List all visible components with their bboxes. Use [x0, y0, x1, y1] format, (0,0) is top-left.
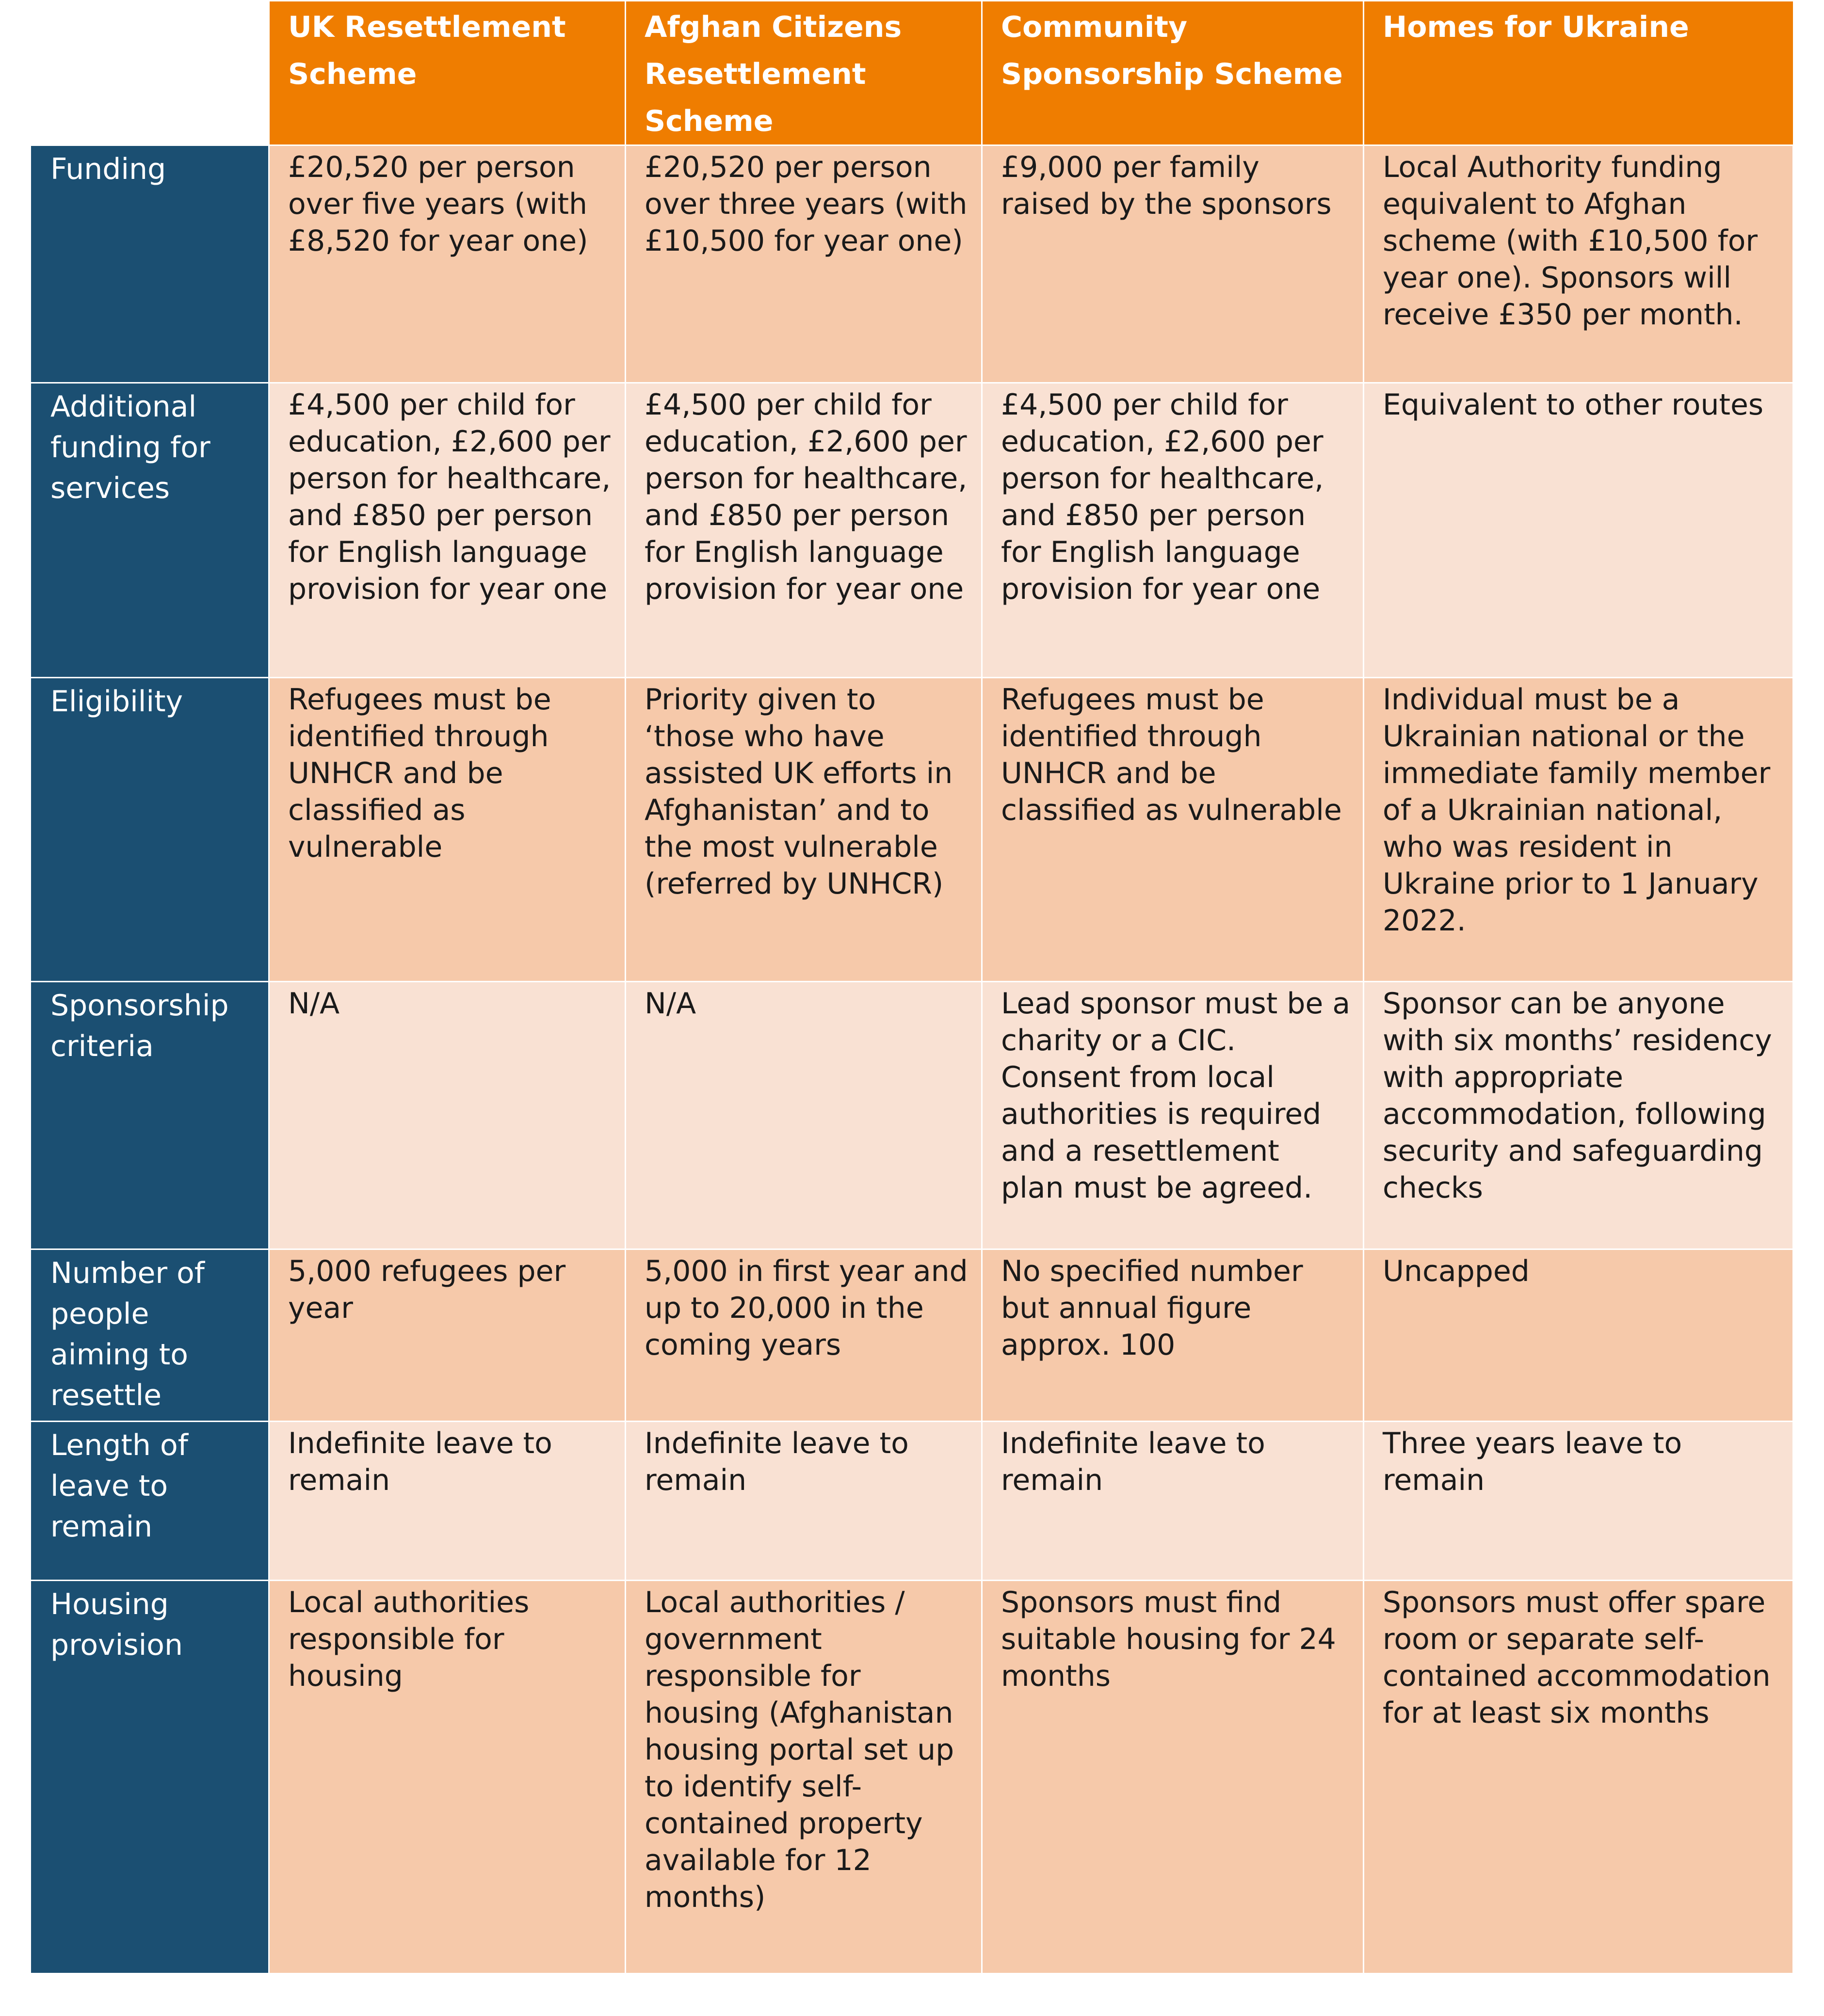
table-cell: Equivalent to other routes: [1363, 382, 1793, 677]
table-cell: £9,000 per family raised by the sponsors: [981, 144, 1363, 382]
row-header-number-of-people: Number of people aiming to resettle: [31, 1248, 268, 1421]
row-header-eligibility: Eligibility: [31, 677, 268, 981]
table-corner-cell: [31, 1, 268, 144]
table-cell: Local authorities responsible for housing: [268, 1580, 625, 1973]
table-cell: N/A: [268, 981, 625, 1248]
row-header-additional-funding: Additional funding for services: [31, 382, 268, 677]
table-cell: £20,520 per person over three years (with £10,500 for year one): [625, 144, 981, 382]
table-cell: Three years leave to remain: [1363, 1421, 1793, 1580]
column-header-afghan-citizens: Afghan Citizens Resettlement Scheme: [625, 1, 981, 144]
row-header-housing-provision: Housing provision: [31, 1580, 268, 1973]
table-cell: Indefinite leave to remain: [268, 1421, 625, 1580]
table-cell: Priority given to ‘those who have assisted UK efforts in Afghanistan’ and to the most vulnerable (referred by UNHCR): [625, 677, 981, 981]
table-cell: £4,500 per child for education, £2,600 per person for healthcare, and £850 per person for English language provision for year one: [981, 382, 1363, 677]
column-header-homes-for-ukraine: Homes for Ukraine: [1363, 1, 1793, 144]
table-cell: Indefinite leave to remain: [625, 1421, 981, 1580]
table-cell: £4,500 per child for education, £2,600 per person for healthcare, and £850 per person for English language provision for year one: [268, 382, 625, 677]
table-cell: 5,000 in first year and up to 20,000 in the coming years: [625, 1248, 981, 1421]
table-cell: Indefinite leave to remain: [981, 1421, 1363, 1580]
table-cell: Local Authority funding equivalent to Afghan scheme (with £10,500 for year one). Sponsors will receive £350 per month.: [1363, 144, 1793, 382]
table-cell: Individual must be a Ukrainian national or the immediate family member of a Ukrainian national, who was resident in Ukraine prior to 1 January 2022.: [1363, 677, 1793, 981]
table-cell: Uncapped: [1363, 1248, 1793, 1421]
table-cell: Refugees must be identified through UNHCR and be classified as vulnerable: [981, 677, 1363, 981]
column-header-uk-resettlement: UK Resettlement Scheme: [268, 1, 625, 144]
resettlement-schemes-table: [31, 1, 1793, 1973]
table-cell: Refugees must be identified through UNHCR and be classified as vulnerable: [268, 677, 625, 981]
table-cell: Sponsors must find suitable housing for 24 months: [981, 1580, 1363, 1973]
table-cell: Sponsors must offer spare room or separate self-contained accommodation for at least six months: [1363, 1580, 1793, 1973]
table-cell: Sponsor can be anyone with six months’ residency with appropriate accommodation, following security and safeguarding checks: [1363, 981, 1793, 1248]
table-cell: 5,000 refugees per year: [268, 1248, 625, 1421]
table-cell: Local authorities / government responsible for housing (Afghanistan housing portal set up to identify self-contained property available for 12 months): [625, 1580, 981, 1973]
table-cell: N/A: [625, 981, 981, 1248]
table-cell: No specified number but annual figure approx. 100: [981, 1248, 1363, 1421]
column-header-community-sponsorship: Community Sponsorship Scheme: [981, 1, 1363, 144]
table-cell: Lead sponsor must be a charity or a CIC. Consent from local authorities is required and a resettlement plan must be agreed.: [981, 981, 1363, 1248]
row-header-sponsorship-criteria: Sponsorship criteria: [31, 981, 268, 1248]
table-cell: £20,520 per person over five years (with £8,520 for year one): [268, 144, 625, 382]
row-header-funding: Funding: [31, 144, 268, 382]
table-cell: £4,500 per child for education, £2,600 per person for healthcare, and £850 per person for English language provision for year one: [625, 382, 981, 677]
row-header-length-of-leave: Length of leave to remain: [31, 1421, 268, 1580]
